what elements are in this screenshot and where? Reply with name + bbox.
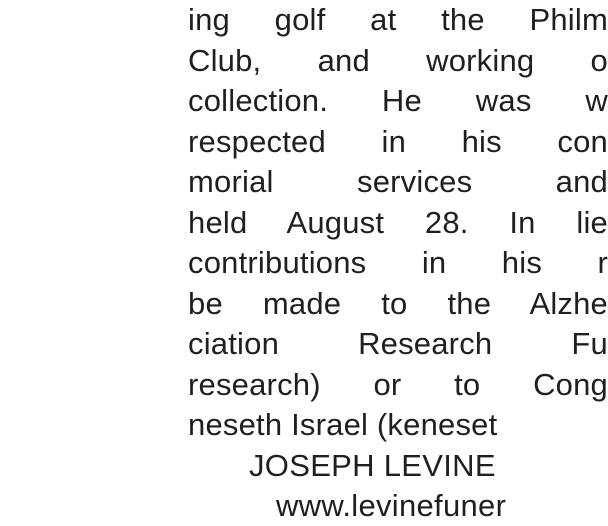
- obituary-line-3: collection. He was w: [188, 83, 608, 118]
- obituary-line-9: ciation Research Fu: [188, 326, 608, 361]
- obituary-line-4: respected in his con: [188, 124, 608, 159]
- obituary-line-11: neseth Israel (keneset: [188, 407, 498, 442]
- obituary-line-7: contributions in his r: [188, 245, 608, 280]
- obituary-line-10: research) or to Cong: [188, 367, 608, 402]
- obituary-line-8: be made to the Alzhe: [188, 286, 608, 321]
- obituary-line-5: morial services and: [188, 164, 608, 199]
- obituary-line-2: Club, and working o: [188, 43, 608, 78]
- obituary-line-6: held August 28. In lie: [188, 205, 608, 240]
- funeral-home-signature: JOSEPH LEVINE: [249, 448, 496, 483]
- funeral-home-website: www.levinefuner: [276, 488, 507, 523]
- obituary-line-1: ing golf at the Philm: [188, 2, 608, 37]
